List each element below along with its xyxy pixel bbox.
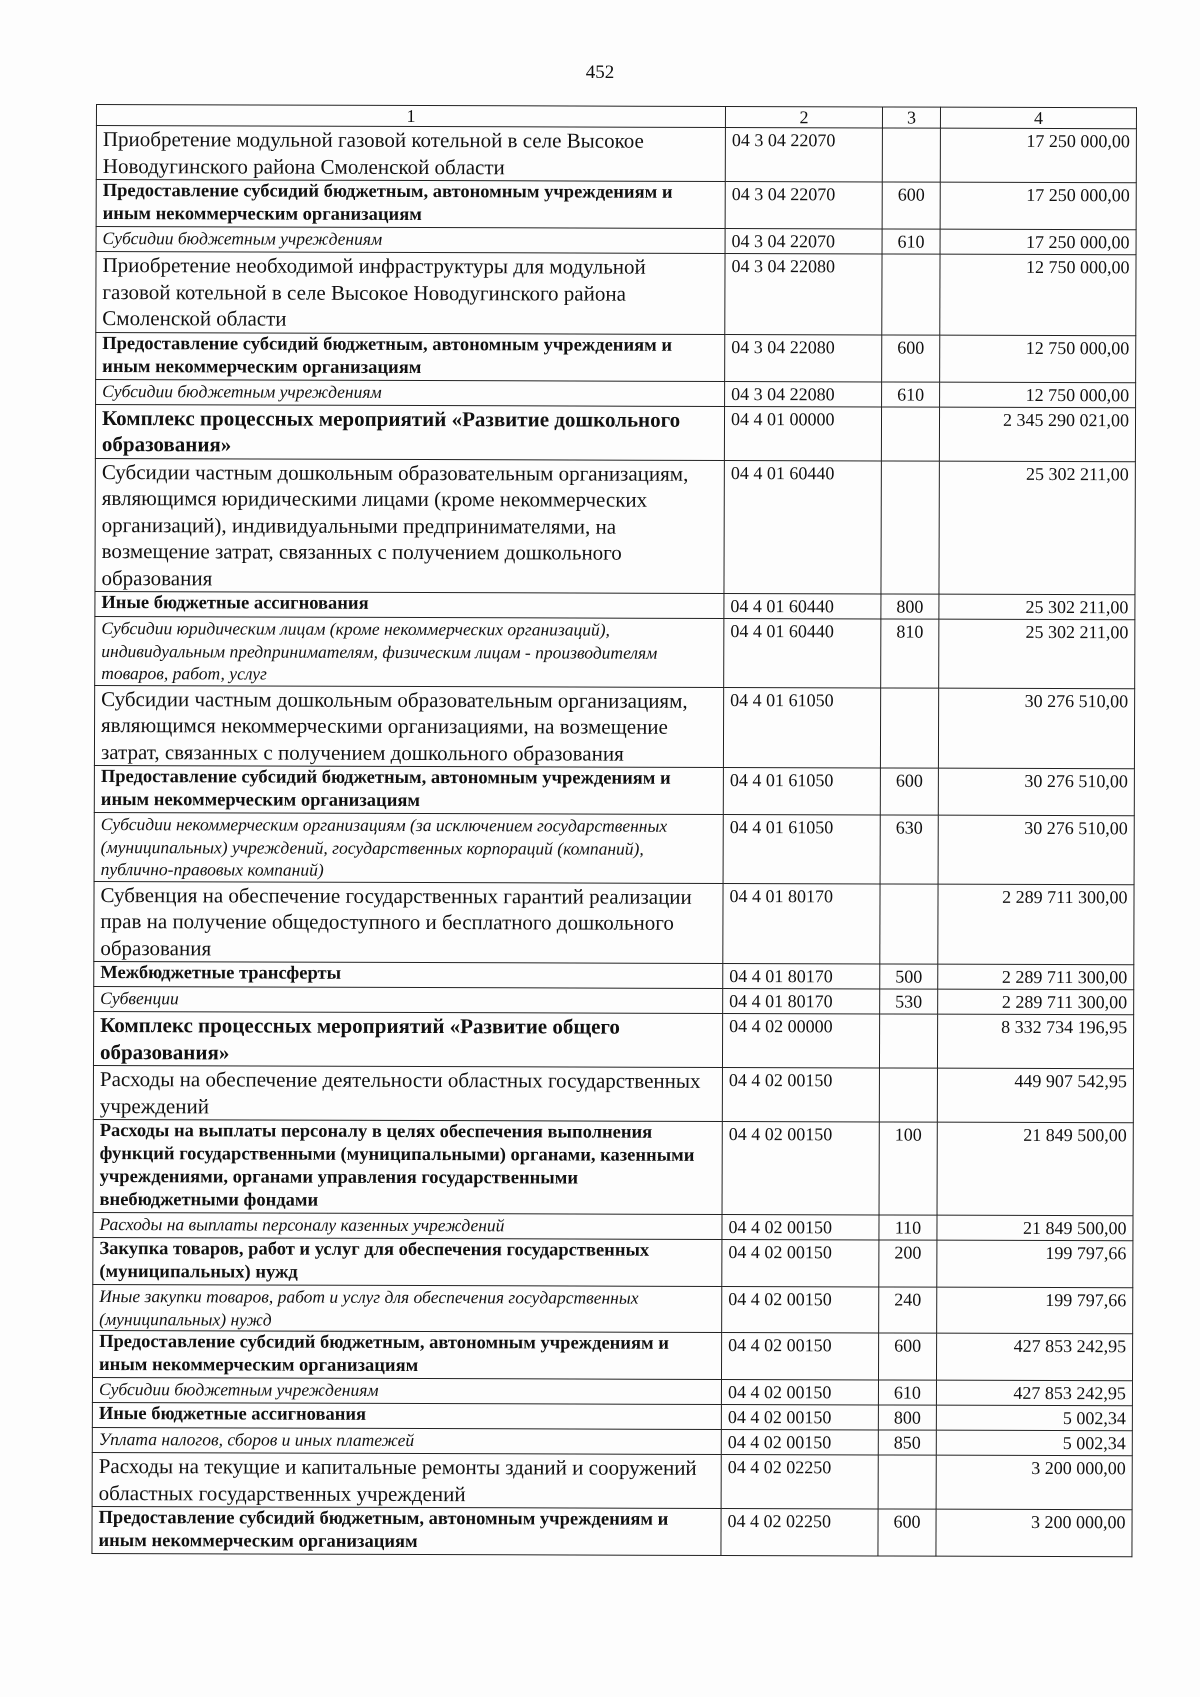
row-name: Субсидии бюджетным учреждениям	[96, 227, 725, 254]
row-amount: 12 750 000,00	[940, 382, 1136, 408]
row-amount: 30 276 510,00	[938, 768, 1134, 816]
row-amount: 2 289 711 300,00	[938, 964, 1134, 990]
row-name: Субсидии бюджетным учреждениям	[96, 379, 725, 406]
row-expense-type: 600	[878, 1333, 936, 1380]
table-row	[93, 1237, 1133, 1287]
row-amount: 427 853 242,95	[936, 1380, 1132, 1406]
row-name: Комплекс процессных мероприятий «Развитие общего образования»	[93, 1011, 722, 1067]
table-row	[95, 458, 1135, 595]
table-row	[93, 1119, 1133, 1215]
table-row	[96, 332, 1136, 382]
row-amount: 12 750 000,00	[940, 335, 1136, 383]
row-expense-type: 600	[882, 334, 940, 381]
row-amount: 199 797,66	[937, 1240, 1133, 1288]
row-code: 04 3 04 22080	[725, 253, 882, 334]
row-expense-type: 810	[881, 619, 939, 688]
row-amount: 17 250 000,00	[940, 182, 1136, 230]
row-name: Расходы на выплаты персоналу в целях обеспечения выполнения функций государственными (муниципальными) органами, казенными учреждениями, органами управления государственными внебюджетными фондами	[93, 1119, 722, 1214]
table-row	[94, 986, 1134, 1014]
row-name: Предоставление субсидий бюджетным, автономным учреждениям и иным некоммерческим организациям	[96, 180, 725, 229]
column-header: 3	[882, 107, 940, 128]
row-code: 04 3 04 22080	[725, 334, 882, 381]
row-name: Предоставление субсидий бюджетным, автономным учреждениям и иным некоммерческим организациям	[92, 1330, 721, 1379]
row-expense-type: 600	[880, 768, 938, 815]
row-expense-type	[879, 1068, 937, 1122]
row-amount: 21 849 500,00	[937, 1215, 1133, 1241]
row-name: Закупка товаров, работ и услуг для обеспечения государственных (муниципальных) нужд	[93, 1237, 722, 1286]
row-name: Субсидии юридическим лицам (кроме некоммерческих организаций), индивидуальным предпринимателям, физическим лицам - производителям товаров, работ, услуг	[95, 616, 724, 686]
row-expense-type	[881, 406, 939, 460]
row-code: 04 4 01 61050	[723, 767, 880, 814]
row-expense-type: 850	[878, 1430, 936, 1455]
table-row	[96, 227, 1136, 255]
table-row	[92, 1330, 1132, 1380]
row-name: Иные бюджетные ассигнования	[92, 1402, 721, 1429]
row-amount: 17 250 000,00	[940, 128, 1136, 183]
row-name: Приобретение необходимой инфраструктуры для модульной газовой котельной в селе Высокое Новодугинского района Смоленской области	[96, 252, 725, 334]
row-expense-type	[878, 1455, 936, 1509]
column-header: 2	[725, 106, 882, 127]
row-code: 04 4 02 00150	[722, 1239, 879, 1286]
row-code: 04 4 02 00150	[722, 1286, 879, 1332]
row-amount: 2 345 290 021,00	[939, 407, 1135, 462]
row-code: 04 4 02 00150	[722, 1067, 879, 1121]
table-body	[92, 126, 1136, 1557]
row-amount: 30 276 510,00	[938, 815, 1134, 884]
row-amount: 25 302 211,00	[939, 619, 1135, 688]
row-code: 04 4 02 00150	[721, 1379, 878, 1404]
table-row	[93, 1065, 1133, 1122]
row-expense-type: 240	[879, 1287, 937, 1333]
row-code: 04 4 02 00150	[721, 1429, 878, 1454]
row-code: 04 4 01 61050	[723, 687, 880, 768]
row-expense-type: 200	[879, 1240, 937, 1287]
table-row	[92, 1452, 1132, 1509]
table-row	[92, 1402, 1132, 1430]
row-amount: 3 200 000,00	[936, 1509, 1132, 1557]
row-expense-type: 800	[881, 594, 939, 619]
row-expense-type: 610	[882, 381, 940, 406]
row-expense-type	[879, 1014, 937, 1068]
row-code: 04 4 01 80170	[723, 988, 880, 1013]
budget-table	[91, 104, 1137, 1557]
row-name: Уплата налогов, сборов и иных платежей	[92, 1427, 721, 1454]
row-code: 04 4 01 80170	[723, 963, 880, 988]
row-name: Субвенции	[94, 986, 723, 1013]
row-code: 04 4 02 00000	[722, 1013, 879, 1067]
row-amount: 30 276 510,00	[938, 688, 1134, 769]
row-amount: 25 302 211,00	[939, 594, 1135, 620]
table-row	[93, 1011, 1133, 1068]
row-amount: 5 002,34	[936, 1430, 1132, 1456]
row-name: Субсидии частным дошкольным образовательным организациям, являющимся юридическими лицами (кроме некоммерческих организаций), индивидуальными предпринимателями, на возмещение затрат, связанных с получением дошкольного образования	[95, 458, 724, 593]
row-name: Предоставление субсидий бюджетным, автономным учреждениям и иным некоммерческим организациям	[96, 332, 725, 381]
row-expense-type: 530	[880, 989, 938, 1014]
row-amount: 3 200 000,00	[936, 1455, 1132, 1510]
table-row	[94, 812, 1134, 884]
row-code: 04 4 02 00150	[722, 1121, 879, 1214]
row-name: Субсидии бюджетным учреждениям	[92, 1377, 721, 1404]
row-name: Предоставление субсидий бюджетным, автономным учреждениям и иным некоммерческим организациям	[92, 1506, 721, 1555]
row-code: 04 4 01 00000	[724, 406, 881, 460]
row-code: 04 4 02 00150	[721, 1404, 878, 1429]
row-amount: 449 907 542,95	[937, 1068, 1133, 1123]
row-name: Комплекс процессных мероприятий «Развитие дошкольного образования»	[95, 404, 724, 460]
row-code: 04 4 02 00150	[721, 1332, 878, 1379]
row-name: Предоставление субсидий бюджетным, автономным учреждениям и иным некоммерческим организациям	[94, 765, 723, 814]
row-expense-type	[882, 128, 940, 182]
row-name: Иные бюджетные ассигнования	[95, 591, 724, 618]
row-amount: 427 853 242,95	[936, 1333, 1132, 1381]
row-amount: 2 289 711 300,00	[938, 989, 1134, 1015]
row-code: 04 4 02 00150	[722, 1214, 879, 1239]
table-row	[94, 685, 1134, 769]
table-row	[92, 1427, 1132, 1455]
table-row	[96, 379, 1136, 407]
row-name: Приобретение модульной газовой котельной в селе Высокое Новодугинского района Смоленской области	[96, 126, 725, 182]
row-name: Субсидии частным дошкольным образовательным организациям, являющимся некоммерческими организациями, на возмещение затрат, связанных с получением дошкольного образования	[94, 685, 723, 767]
row-amount: 5 002,34	[936, 1405, 1132, 1431]
row-code: 04 4 01 60440	[724, 460, 881, 594]
row-expense-type	[882, 254, 940, 335]
table-row	[95, 616, 1135, 688]
row-expense-type: 100	[879, 1122, 937, 1215]
row-code: 04 4 01 61050	[723, 814, 880, 883]
row-expense-type: 600	[882, 182, 940, 229]
row-code: 04 4 01 60440	[724, 618, 881, 687]
row-name: Субсидии некоммерческим организациям (за исключением государственных (муниципальных) учреждений, государственных корпораций (компаний), публично-правовых компаний)	[94, 812, 723, 882]
row-expense-type: 630	[880, 815, 938, 884]
row-amount: 12 750 000,00	[940, 254, 1136, 335]
row-name: Межбюджетные трансферты	[94, 961, 723, 988]
row-name: Расходы на текущие и капитальные ремонты зданий и сооружений областных государственных учреждений	[92, 1452, 721, 1508]
table-row	[92, 1377, 1132, 1405]
column-header: 4	[940, 107, 1136, 129]
row-name: Расходы на выплаты персоналу казенных учреждений	[93, 1212, 722, 1239]
row-expense-type: 610	[882, 229, 940, 254]
row-expense-type: 610	[878, 1380, 936, 1405]
table-row	[93, 1212, 1133, 1240]
table-row	[96, 180, 1136, 230]
table-row	[94, 881, 1134, 965]
row-amount: 17 250 000,00	[940, 229, 1136, 255]
row-name: Субвенция на обеспечение государственных гарантий реализации прав на получение общедоступного и бесплатного дошкольного образования	[94, 881, 723, 963]
column-header: 1	[96, 105, 725, 128]
row-code: 04 4 02 02250	[721, 1508, 878, 1555]
table-row	[94, 961, 1134, 989]
page-number: 452	[585, 62, 615, 83]
row-expense-type: 110	[879, 1215, 937, 1240]
row-code: 04 4 02 02250	[721, 1454, 878, 1508]
row-expense-type	[880, 687, 938, 768]
row-code: 04 4 01 60440	[724, 593, 881, 618]
row-amount: 21 849 500,00	[937, 1122, 1133, 1216]
row-expense-type: 800	[878, 1405, 936, 1430]
row-code: 04 3 04 22080	[725, 381, 882, 406]
table-row	[93, 1284, 1133, 1333]
row-name: Иные закупки товаров, работ и услуг для обеспечения государственных (муниципальных) нужд	[93, 1284, 722, 1332]
row-code: 04 3 04 22070	[725, 228, 882, 253]
row-code: 04 4 01 80170	[723, 883, 880, 964]
row-amount: 199 797,66	[937, 1287, 1133, 1334]
table-row	[95, 404, 1135, 461]
row-code: 04 3 04 22070	[725, 127, 882, 181]
row-amount: 8 332 734 196,95	[937, 1014, 1133, 1069]
row-expense-type: 600	[878, 1509, 936, 1556]
row-expense-type: 500	[880, 964, 938, 989]
table-row	[95, 591, 1135, 619]
row-name: Расходы на обеспечение деятельности областных государственных учреждений	[93, 1065, 722, 1121]
table-row	[92, 1506, 1132, 1556]
table-row	[94, 765, 1134, 815]
row-amount: 2 289 711 300,00	[938, 884, 1134, 965]
table-row	[96, 126, 1136, 183]
row-expense-type	[880, 883, 938, 964]
row-expense-type	[881, 460, 939, 594]
row-code: 04 3 04 22070	[725, 181, 882, 228]
row-amount: 25 302 211,00	[939, 461, 1135, 595]
table-row	[96, 252, 1136, 336]
